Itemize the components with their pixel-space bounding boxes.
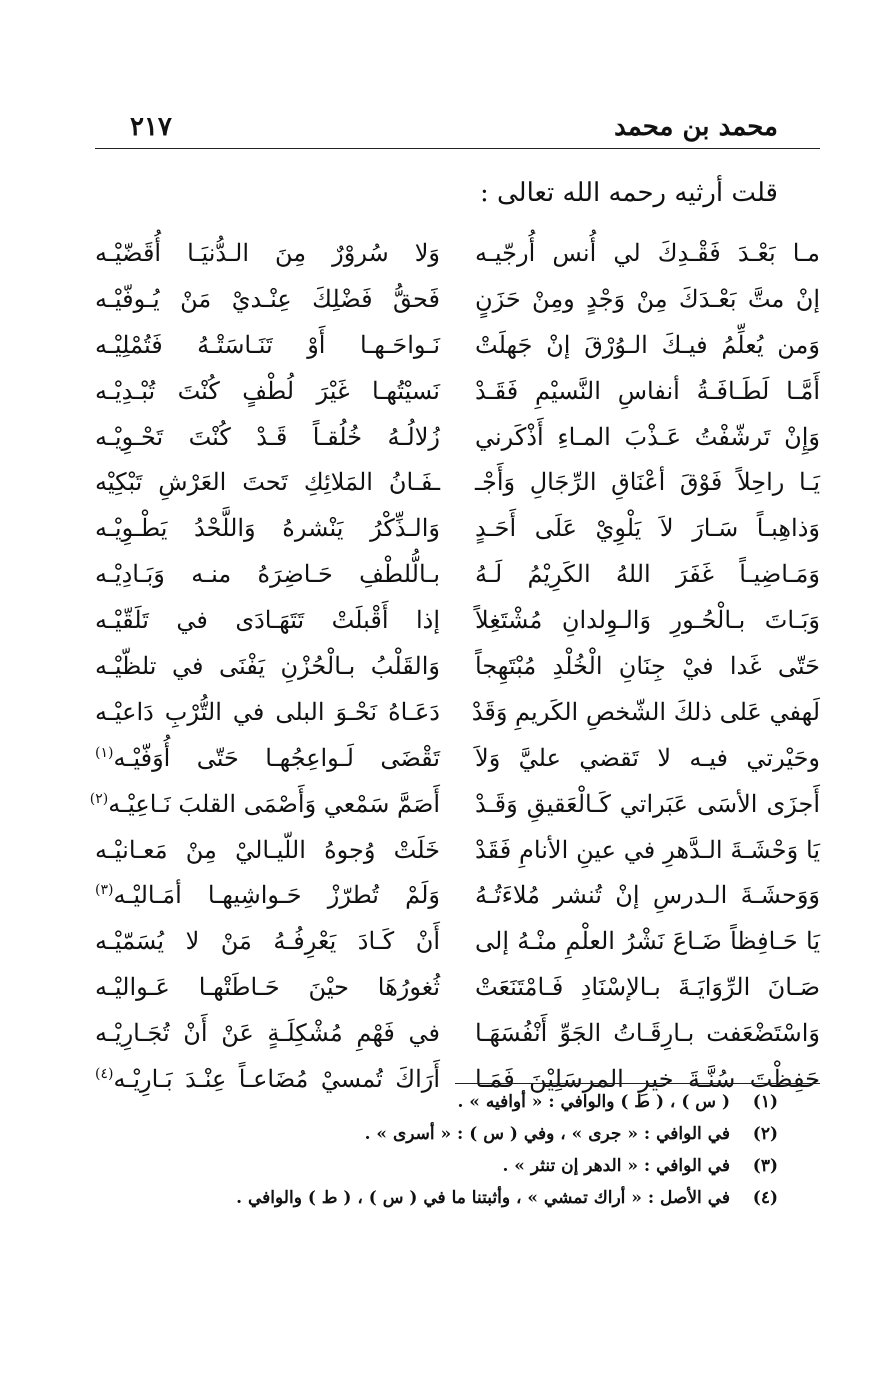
verse-second-hemistich-text: وَالـذِّكْرُ يَنْشرهُ وَاللَّحْدُ يَطْـوِيْـه	[95, 514, 440, 543]
verse-first-hemistich: لَهفي عَلى ذلكَ الشّخصِ الكَريمِ وَقَدْ	[471, 697, 820, 726]
verse-first-hemistich: حَتّى غَدا فيْ جِنَانِ الْخُلْدِ مُبْتَهِجاً	[475, 651, 820, 680]
verse-second-hemistich-text: وَلا سُروْرٌ مِنَ الـدُّنيَـا أُقَضّيْـه	[95, 238, 440, 267]
verse-second-hemistich-text: زُلالُـهُ خُلُقـاً قَـدْ كُنْتَ تَحْـوِيْـه	[95, 422, 440, 451]
verse-first-hemistich: وَوَحشَـةَ الـدرسِ إنْ تُنشر مُلاءَتُـهُ	[475, 881, 820, 910]
verse-row	[95, 1010, 820, 1056]
verse-first-hemistich: وحَيْرتي فيـه لا تَقضي عليَّ وَلاَ	[475, 743, 820, 772]
verse-second-hemistich	[95, 514, 440, 542]
verse-second-hemistich	[95, 1019, 440, 1047]
verse-first-hemistich: وَإِنْ تَرشّفْتُ عَـذْبَ المـاءِ أَذْكَرني	[475, 422, 820, 451]
header-divider	[95, 148, 820, 149]
verse-second-hemistich-text: نَـواحَـهـا أَوْ تَنَـاسَتْـهُ فَتُمْلِيْـه	[95, 330, 440, 359]
footnote-text: في الأصل : « أراك تمشي » ، وأثبتنا ما في ( س ) ، ( ط ) والوافي .	[236, 1188, 730, 1208]
page-number: ٢١٧	[130, 112, 172, 142]
verse-first-hemistich: صَـانَ الرِّوَايَـةَ بـالإسْنَادِ فَـامْتَنَعَتْ	[475, 973, 820, 1002]
footnote-number: (٤)	[752, 1188, 778, 1208]
verse-first-hemistich: حَفِظْتَ سُنَّـةَ خيرِ المرسَلِيْنَ فَمَـا	[475, 1064, 820, 1093]
footnote-reference: (٢)	[89, 790, 109, 807]
verse-second-hemistich	[95, 881, 440, 909]
verse-row	[95, 459, 820, 505]
running-head-title: محمد بن محمد	[614, 112, 778, 142]
verse-first-hemistich: أَجزَى الأسَى عَبَراتي كَـالْعَقيقِ وَقَـدْ	[475, 789, 820, 818]
footnote-text: في الوافي : « جرى » ، وفي ( س ) : « أسرى » .	[364, 1124, 730, 1144]
verse-second-hemistich-text: أَرَاكَ تُمسيْ مُضَاعـاً عِنْـدَ بَـارِيْـه	[113, 1064, 440, 1093]
verse-second-hemistich-text: وَلَمْ تُطرّزْ حَـواشِيهـا أمَـاليْـه	[113, 881, 440, 910]
verse-row	[95, 827, 820, 873]
verse-second-hemistich-text: أَنْ كَـادَ يَعْرِفُـهُ مَنْ لا يُسَمّيْـه	[95, 927, 440, 956]
poem-introduction: قلت أرثيه رحمه الله تعالى :	[479, 178, 778, 208]
verse-second-hemistich	[89, 789, 440, 818]
footnote	[78, 1188, 778, 1220]
footnote	[78, 1124, 778, 1156]
footnotes	[78, 1092, 778, 1220]
verse-row	[95, 689, 820, 735]
verse-row	[95, 551, 820, 597]
verse-row	[95, 964, 820, 1010]
verse-second-hemistich-text: بـالُّلطْفِ حَـاضِرَهُ منـه وَبَـادِيْـه	[95, 560, 440, 589]
footnote-number: (٢)	[752, 1124, 778, 1144]
verse-row	[95, 735, 820, 781]
poem	[89, 230, 820, 1102]
verse-second-hemistich-text: أَصَمَّ سَمْعي وَأَصْمَى القلبَ نَـاعِيْـه	[108, 789, 440, 818]
verse-second-hemistich-text: ثُغورُهَا حيْنَ حَـاطَتْهـا عَـواليْـه	[95, 973, 440, 1002]
verse-first-hemistich: يَا حَـافِظاً ضَـاعَ نَشْرُ العلْمِ منْـهُ إلى	[475, 927, 820, 956]
verse-second-hemistich	[95, 377, 440, 405]
verse-second-hemistich	[95, 468, 440, 496]
verse-second-hemistich-text: دَعَـاهُ نَحْـوَ البلى في التُّرْبِ دَاعيْـه	[95, 697, 440, 726]
verse-second-hemistich-text: خَلَتْ وُجوهُ اللّيـاليْ مِنْ مَعـانيْـه	[95, 835, 440, 864]
verse-second-hemistich-text: إذا أَقْبلَتْ تَتَهَـادَى في تَلَقّيْـه	[95, 606, 440, 635]
verse-second-hemistich-text: وَالقَلْبُ بـالْحُزْنِ يَفْنَى في تلظّيْـه	[95, 651, 440, 680]
verse-row	[95, 505, 820, 551]
verse-row	[95, 597, 820, 643]
footnote-divider	[455, 1083, 820, 1084]
verse-second-hemistich	[95, 927, 440, 955]
verse-first-hemistich: مـا بَعْـدَ فَقْـدِكَ لي أُنس أُرجّيـه	[475, 238, 820, 267]
verse-second-hemistich	[95, 239, 440, 267]
verse-second-hemistich-text: نَسيْتُهـا غَيْرَ لُطْفٍ كُنْتَ تُبْـدِيْـه	[95, 376, 440, 405]
verse-row	[95, 368, 820, 414]
verse-first-hemistich: وَاسْتَضْعَفت بـارِقَـاتُ الجَوِّ أَنْفُسَهَـا	[475, 1019, 820, 1048]
footnote-text: في الوافي : « الدهر إن تنثر » .	[502, 1156, 730, 1176]
footnote-number: (٣)	[752, 1156, 778, 1176]
verse-row	[95, 643, 820, 689]
verse-second-hemistich	[95, 285, 440, 313]
footnote-number: (١)	[752, 1092, 778, 1112]
verse-second-hemistich-text: ـفَـانُ المَلائِكِ تَحتَ العَرْشِ تَبْكِيْه	[95, 468, 440, 497]
verse-first-hemistich: يَـا راحِلاً فَوْقَ أعْنَاقِ الرِّجَالِ وَأَجْـ	[475, 468, 820, 497]
verse-first-hemistich: وَبَـاتَ بـالْحُـورِ وَالـوِلدانِ مُشْتَغِلاً	[475, 606, 820, 635]
verse-row	[95, 230, 820, 276]
verse-second-hemistich	[95, 744, 440, 772]
verse-row	[89, 781, 820, 827]
footnote-text: ( س ) ، ( ط ) والوافي : « أوافيه » .	[457, 1092, 730, 1112]
verse-second-hemistich-text: تَقْضَى لَـواعِجُهـا حَتّى أُوَفّيْـه	[113, 743, 440, 772]
verse-first-hemistich: أَمَّـا لَطَـافَـةُ أنفاسِ النَّسيْمِ فَقَـدْ	[475, 376, 820, 405]
verse-second-hemistich	[95, 331, 440, 359]
verse-second-hemistich	[95, 1065, 440, 1093]
verse-first-hemistich: إنْ متَّ بَعْـدَكَ مِنْ وَجْدٍ ومِنْ حَزَنٍ	[475, 284, 820, 313]
verse-second-hemistich-text: فَحقُّ فَضْلِكَ عِنْـديْ مَنْ يُـوفّيْـه	[95, 284, 440, 313]
verse-row	[95, 322, 820, 368]
verse-row	[95, 918, 820, 964]
footnote	[78, 1092, 778, 1124]
footnote-reference: (١)	[95, 744, 114, 761]
verse-second-hemistich	[95, 836, 440, 864]
verse-first-hemistich: وَذاهِبـاً سَـارَ لاَ يَلْوِيْ عَلَى أَحَـدٍ	[475, 514, 820, 543]
verse-second-hemistich	[95, 423, 440, 451]
footnote-reference: (٤)	[95, 1065, 114, 1082]
verse-second-hemistich	[95, 560, 440, 588]
verse-first-hemistich: يَا وَحْشَـةَ الـدَّهرِ في عينِ الأنامِ فَقَدْ	[475, 835, 820, 864]
verse-row	[95, 872, 820, 918]
verse-second-hemistich	[95, 698, 440, 726]
verse-second-hemistich	[95, 973, 440, 1001]
verse-second-hemistich	[95, 606, 440, 634]
footnote-reference: (٣)	[95, 882, 114, 899]
verse-first-hemistich: وَمن يُعلِّمُ فيـكَ الـوُرْقَ إنْ جَهلَتْ	[475, 330, 820, 359]
verse-row	[95, 276, 820, 322]
verse-second-hemistich	[95, 652, 440, 680]
verse-second-hemistich-text: في فَهْمِ مُشْكِلَـةٍ عَنْ أَنْ تُجَـارِيْـه	[95, 1019, 440, 1048]
verse-row	[95, 414, 820, 460]
footnote	[78, 1156, 778, 1188]
verse-first-hemistich: وَمَـاضِيـاً غَفَرَ اللهُ الكَرِيْمُ لَـهُ	[475, 560, 820, 589]
